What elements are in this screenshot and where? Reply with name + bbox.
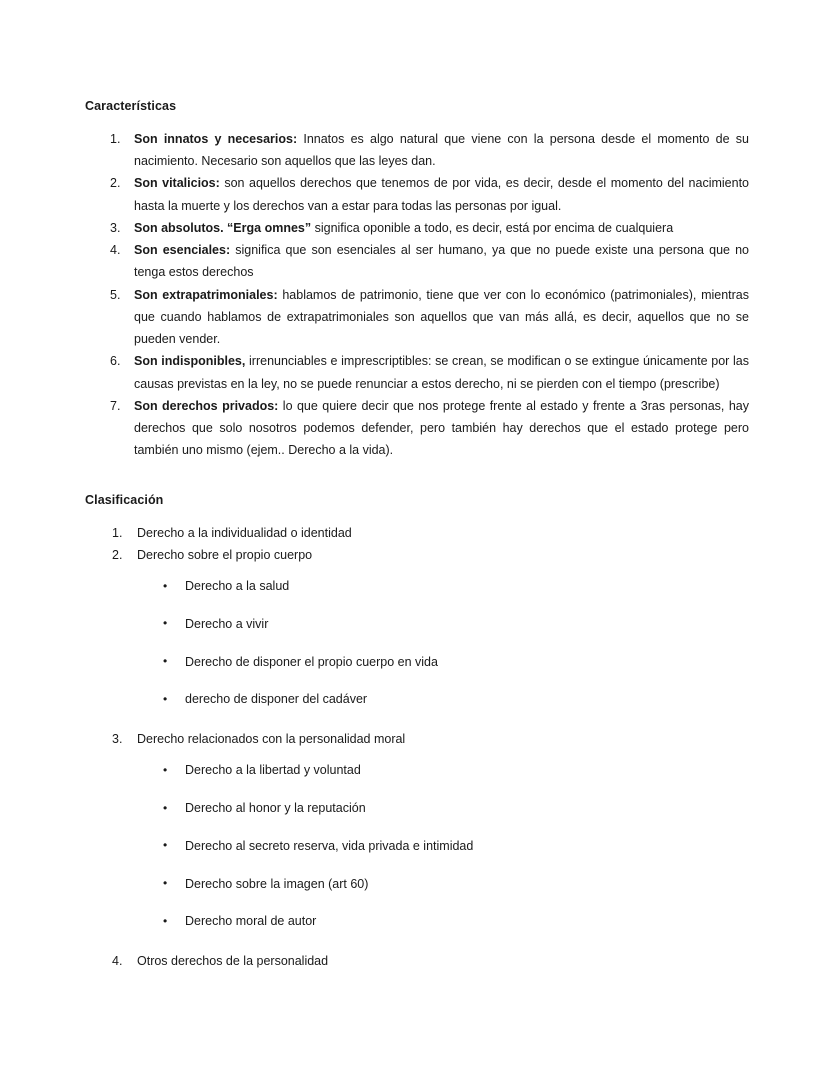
- list-item-label: Derecho sobre el propio cuerpo: [137, 547, 313, 562]
- section-heading-clasificacion: Clasificación: [85, 492, 164, 507]
- list-item: [85, 217, 749, 239]
- section-heading-caracteristicas: Características: [85, 99, 177, 113]
- list-item: [85, 728, 749, 750]
- list-item-label: Derecho relacionados con la personalidad moral: [137, 732, 406, 746]
- list-item: [85, 284, 749, 351]
- sublist-item: [85, 837, 749, 856]
- list-item-lead: Son derechos privados:: [134, 398, 279, 413]
- sublist-item-label: Derecho al honor y la reputación: [185, 801, 366, 815]
- list-item-lead: Son extrapatrimoniales:: [134, 287, 278, 302]
- sublist-item: [85, 690, 749, 709]
- spacer: [85, 509, 749, 522]
- document-content: [85, 98, 749, 972]
- list-item-body: irrenunciables e imprescriptibles: se crean, se modifican o se extingue únicamente por las causas previstas en la ley, no se puede renunciar a estos derecho, ni se pierden con el tiempo (prescribe): [134, 354, 749, 391]
- sublist-item: [85, 912, 749, 931]
- sublist-item-label: Derecho sobre la imagen (art 60): [185, 876, 369, 891]
- list-item-body: significa oponible a todo, es decir, está por encima de cualquiera: [311, 220, 674, 235]
- spacer: [85, 115, 749, 128]
- list-item-lead: Son absolutos. “Erga omnes”: [134, 220, 312, 235]
- sublist-personalidad-moral: [85, 761, 749, 931]
- sublist-item-label: Derecho de disponer el propio cuerpo en vida: [185, 654, 438, 669]
- sublist-item-label: Derecho a vivir: [185, 616, 269, 631]
- list-item: [85, 522, 749, 544]
- list-item: [85, 350, 749, 395]
- list-item-body: Innatos es algo natural que viene con la persona desde el momento de su nacimiento. Necesario son aquellos que las leyes dan.: [134, 131, 749, 169]
- list-item-lead: Son vitalicios:: [134, 176, 220, 191]
- list-item: [85, 950, 749, 972]
- list-item: [85, 172, 749, 217]
- sublist-item: [85, 653, 749, 672]
- list-item: [85, 395, 749, 462]
- sublist-item: [85, 615, 749, 634]
- sublist-item-label: Derecho al secreto reserva, vida privada e intimidad: [185, 838, 474, 853]
- list-item-body: lo que quiere decir que nos protege frente al estado y frente a 3ras personas, hay derechos que solo nosotros podemos defender, pero también hay derechos que el estado protege pero también uno mismo (ejem.. Derecho a la vida).: [134, 398, 749, 458]
- sublist-item-label: Derecho moral de autor: [185, 914, 317, 929]
- list-item: [85, 544, 749, 566]
- list-item-lead: Son esenciales:: [134, 243, 231, 258]
- sublist-item-label: derecho de disponer del cadáver: [185, 692, 368, 707]
- list-item-body: son aquellos derechos que tenemos de por vida, es decir, desde el momento del nacimiento hasta la muerte y los derechos van a estar para todas las personas por igual.: [134, 176, 749, 213]
- clasificacion-list: [85, 522, 749, 973]
- sublist-item: [85, 875, 749, 894]
- list-item-lead: Son indisponibles,: [134, 354, 246, 369]
- sublist-item: [85, 799, 749, 818]
- list-item: [85, 239, 749, 284]
- list-item: [85, 128, 749, 173]
- list-item-lead: Son innatos y necesarios:: [134, 131, 298, 146]
- sublist-item-label: Derecho a la libertad y voluntad: [185, 763, 361, 778]
- list-item-body: hablamos de patrimonio, tiene que ver con lo económico (patrimoniales), mientras que cuando hablamos de extrapatrimoniales son aquellos que van más allá, es decir, aquellos que no se pueden vender.: [134, 287, 750, 347]
- sublist-item-label: Derecho a la salud: [185, 579, 290, 593]
- caracteristicas-list: [85, 128, 749, 462]
- sublist-item: [85, 761, 749, 780]
- sublist-item: [85, 577, 749, 596]
- list-item-label: Derecho a la individualidad o identidad: [137, 525, 352, 540]
- list-item-label: Otros derechos de la personalidad: [137, 954, 329, 968]
- sublist-propio-cuerpo: [85, 577, 749, 709]
- list-item-body: significa que son esenciales al ser humano, ya que no puede existe una persona que no tenga estos derechos: [134, 243, 749, 280]
